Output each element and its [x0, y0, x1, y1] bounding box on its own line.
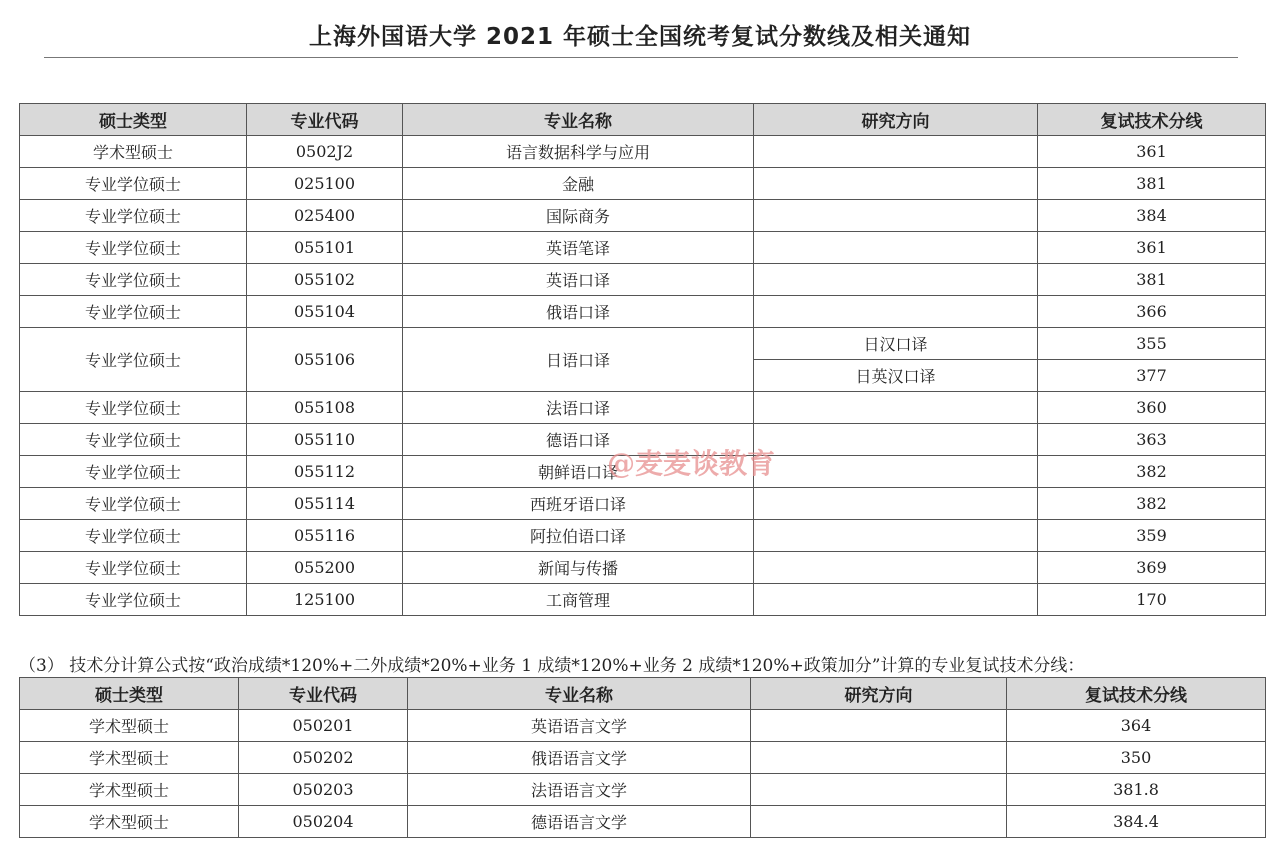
cell-degree-type: 学术型硕士 — [20, 136, 247, 168]
table-row — [20, 710, 1266, 742]
cell-major-name: 法语语言文学 — [408, 774, 751, 806]
header-research-direction: 研究方向 — [751, 678, 1007, 710]
header-major-name: 专业名称 — [408, 678, 751, 710]
cell-research-direction — [754, 232, 1038, 264]
header-major-code: 专业代码 — [239, 678, 408, 710]
cell-score-line: 382 — [1038, 456, 1266, 488]
cell-degree-type: 学术型硕士 — [20, 710, 239, 742]
cell-major-name: 英语笔译 — [403, 232, 754, 264]
cell-score-line: 363 — [1038, 424, 1266, 456]
table-row — [20, 520, 1266, 552]
cell-research-direction — [754, 520, 1038, 552]
cell-major-name: 日语口译 — [403, 328, 754, 392]
table-row — [20, 456, 1266, 488]
cell-research-direction — [754, 424, 1038, 456]
table-header-row — [20, 104, 1266, 136]
cell-major-code: 055110 — [247, 424, 403, 456]
table-row — [20, 232, 1266, 264]
cell-research-direction — [754, 392, 1038, 424]
cell-research-direction — [754, 584, 1038, 616]
cell-score-line: 359 — [1038, 520, 1266, 552]
cell-degree-type: 专业学位硕士 — [20, 392, 247, 424]
cell-score-line: 377 — [1038, 360, 1266, 392]
cell-research-direction — [754, 264, 1038, 296]
cell-major-name: 英语语言文学 — [408, 710, 751, 742]
header-major-code: 专业代码 — [247, 104, 403, 136]
header-degree-type: 硕士类型 — [20, 104, 247, 136]
cell-degree-type: 专业学位硕士 — [20, 264, 247, 296]
header-research-direction: 研究方向 — [754, 104, 1038, 136]
cell-major-code: 055108 — [247, 392, 403, 424]
cell-score-line: 361 — [1038, 232, 1266, 264]
cell-major-name: 金融 — [403, 168, 754, 200]
cell-score-line: 360 — [1038, 392, 1266, 424]
cell-score-line: 350 — [1007, 742, 1266, 774]
cell-score-line: 381 — [1038, 264, 1266, 296]
cell-degree-type: 专业学位硕士 — [20, 328, 247, 392]
cell-major-name: 新闻与传播 — [403, 552, 754, 584]
cell-degree-type: 专业学位硕士 — [20, 456, 247, 488]
cell-major-name: 俄语口译 — [403, 296, 754, 328]
cell-research-direction — [751, 710, 1007, 742]
cell-major-name: 德语口译 — [403, 424, 754, 456]
cell-major-code: 025400 — [247, 200, 403, 232]
cell-research-direction — [754, 488, 1038, 520]
header-score-line: 复试技术分线 — [1007, 678, 1266, 710]
cell-score-line: 369 — [1038, 552, 1266, 584]
cell-degree-type: 学术型硕士 — [20, 742, 239, 774]
header-degree-type: 硕士类型 — [20, 678, 239, 710]
table-row — [20, 296, 1266, 328]
page-title: 上海外国语大学 2021 年硕士全国统考复试分数线及相关通知 — [308, 24, 972, 50]
cell-major-code: 055104 — [247, 296, 403, 328]
cell-research-direction — [751, 742, 1007, 774]
cell-major-name: 朝鲜语口译 — [403, 456, 754, 488]
table-row — [20, 584, 1266, 616]
cell-major-name: 语言数据科学与应用 — [403, 136, 754, 168]
cell-score-line: 384 — [1038, 200, 1266, 232]
cell-score-line: 170 — [1038, 584, 1266, 616]
cell-degree-type: 专业学位硕士 — [20, 520, 247, 552]
cell-score-line: 382 — [1038, 488, 1266, 520]
cell-major-name: 俄语语言文学 — [408, 742, 751, 774]
table-row — [20, 488, 1266, 520]
cell-research-direction — [754, 456, 1038, 488]
score-table-2 — [19, 677, 1266, 838]
cell-degree-type: 专业学位硕士 — [20, 296, 247, 328]
cell-major-code: 055101 — [247, 232, 403, 264]
cell-score-line: 355 — [1038, 328, 1266, 360]
cell-score-line: 364 — [1007, 710, 1266, 742]
table-body — [20, 136, 1266, 616]
cell-research-direction — [754, 296, 1038, 328]
cell-degree-type: 学术型硕士 — [20, 806, 239, 838]
table-row — [20, 168, 1266, 200]
cell-degree-type: 专业学位硕士 — [20, 584, 247, 616]
table-row — [20, 552, 1266, 584]
table-row — [20, 200, 1266, 232]
table-row — [20, 774, 1266, 806]
cell-research-direction — [754, 168, 1038, 200]
watermark: @麦麦谈教育 — [607, 447, 776, 480]
title-divider — [44, 57, 1238, 58]
cell-major-code: 050202 — [239, 742, 408, 774]
cell-degree-type: 专业学位硕士 — [20, 168, 247, 200]
cell-research-direction — [754, 200, 1038, 232]
cell-major-name: 英语口译 — [403, 264, 754, 296]
cell-major-code: 055106 — [247, 328, 403, 392]
cell-major-code: 050201 — [239, 710, 408, 742]
cell-major-code: 0502J2 — [247, 136, 403, 168]
cell-research-direction — [751, 774, 1007, 806]
cell-major-name: 法语口译 — [403, 392, 754, 424]
cell-major-name: 西班牙语口译 — [403, 488, 754, 520]
cell-major-code: 050203 — [239, 774, 408, 806]
cell-major-code: 055102 — [247, 264, 403, 296]
cell-major-code: 055114 — [247, 488, 403, 520]
cell-score-line: 384.4 — [1007, 806, 1266, 838]
cell-major-code: 050204 — [239, 806, 408, 838]
table-row — [20, 742, 1266, 774]
table-row — [20, 328, 1266, 360]
cell-major-name: 工商管理 — [403, 584, 754, 616]
cell-degree-type: 学术型硕士 — [20, 774, 239, 806]
formula-note: （3） 技术分计算公式按“政治成绩*120%+二外成绩*20%+业务 1 成绩*120%+业务 2 成绩*120%+政策加分”计算的专业复试技术分线： — [19, 656, 1085, 676]
cell-degree-type: 专业学位硕士 — [20, 488, 247, 520]
cell-score-line: 381 — [1038, 168, 1266, 200]
table-header-row — [20, 678, 1266, 710]
cell-major-name: 阿拉伯语口译 — [403, 520, 754, 552]
cell-degree-type: 专业学位硕士 — [20, 232, 247, 264]
cell-degree-type: 专业学位硕士 — [20, 552, 247, 584]
table-row — [20, 424, 1266, 456]
score-table-1 — [19, 103, 1266, 616]
cell-research-direction — [754, 552, 1038, 584]
cell-major-name: 德语语言文学 — [408, 806, 751, 838]
cell-score-line: 361 — [1038, 136, 1266, 168]
table-row — [20, 806, 1266, 838]
cell-major-code: 025100 — [247, 168, 403, 200]
header-major-name: 专业名称 — [403, 104, 754, 136]
table-row — [20, 264, 1266, 296]
cell-degree-type: 专业学位硕士 — [20, 424, 247, 456]
cell-score-line: 381.8 — [1007, 774, 1266, 806]
table-row — [20, 392, 1266, 424]
cell-major-name: 国际商务 — [403, 200, 754, 232]
cell-major-code: 055200 — [247, 552, 403, 584]
cell-degree-type: 专业学位硕士 — [20, 200, 247, 232]
header-score-line: 复试技术分线 — [1038, 104, 1266, 136]
cell-research-direction — [754, 136, 1038, 168]
table-body — [20, 710, 1266, 838]
cell-research-direction — [751, 806, 1007, 838]
cell-major-code: 055116 — [247, 520, 403, 552]
table-row — [20, 136, 1266, 168]
cell-score-line: 366 — [1038, 296, 1266, 328]
cell-research-direction: 日汉口译 — [754, 328, 1038, 360]
cell-major-code: 125100 — [247, 584, 403, 616]
cell-research-direction: 日英汉口译 — [754, 360, 1038, 392]
cell-major-code: 055112 — [247, 456, 403, 488]
